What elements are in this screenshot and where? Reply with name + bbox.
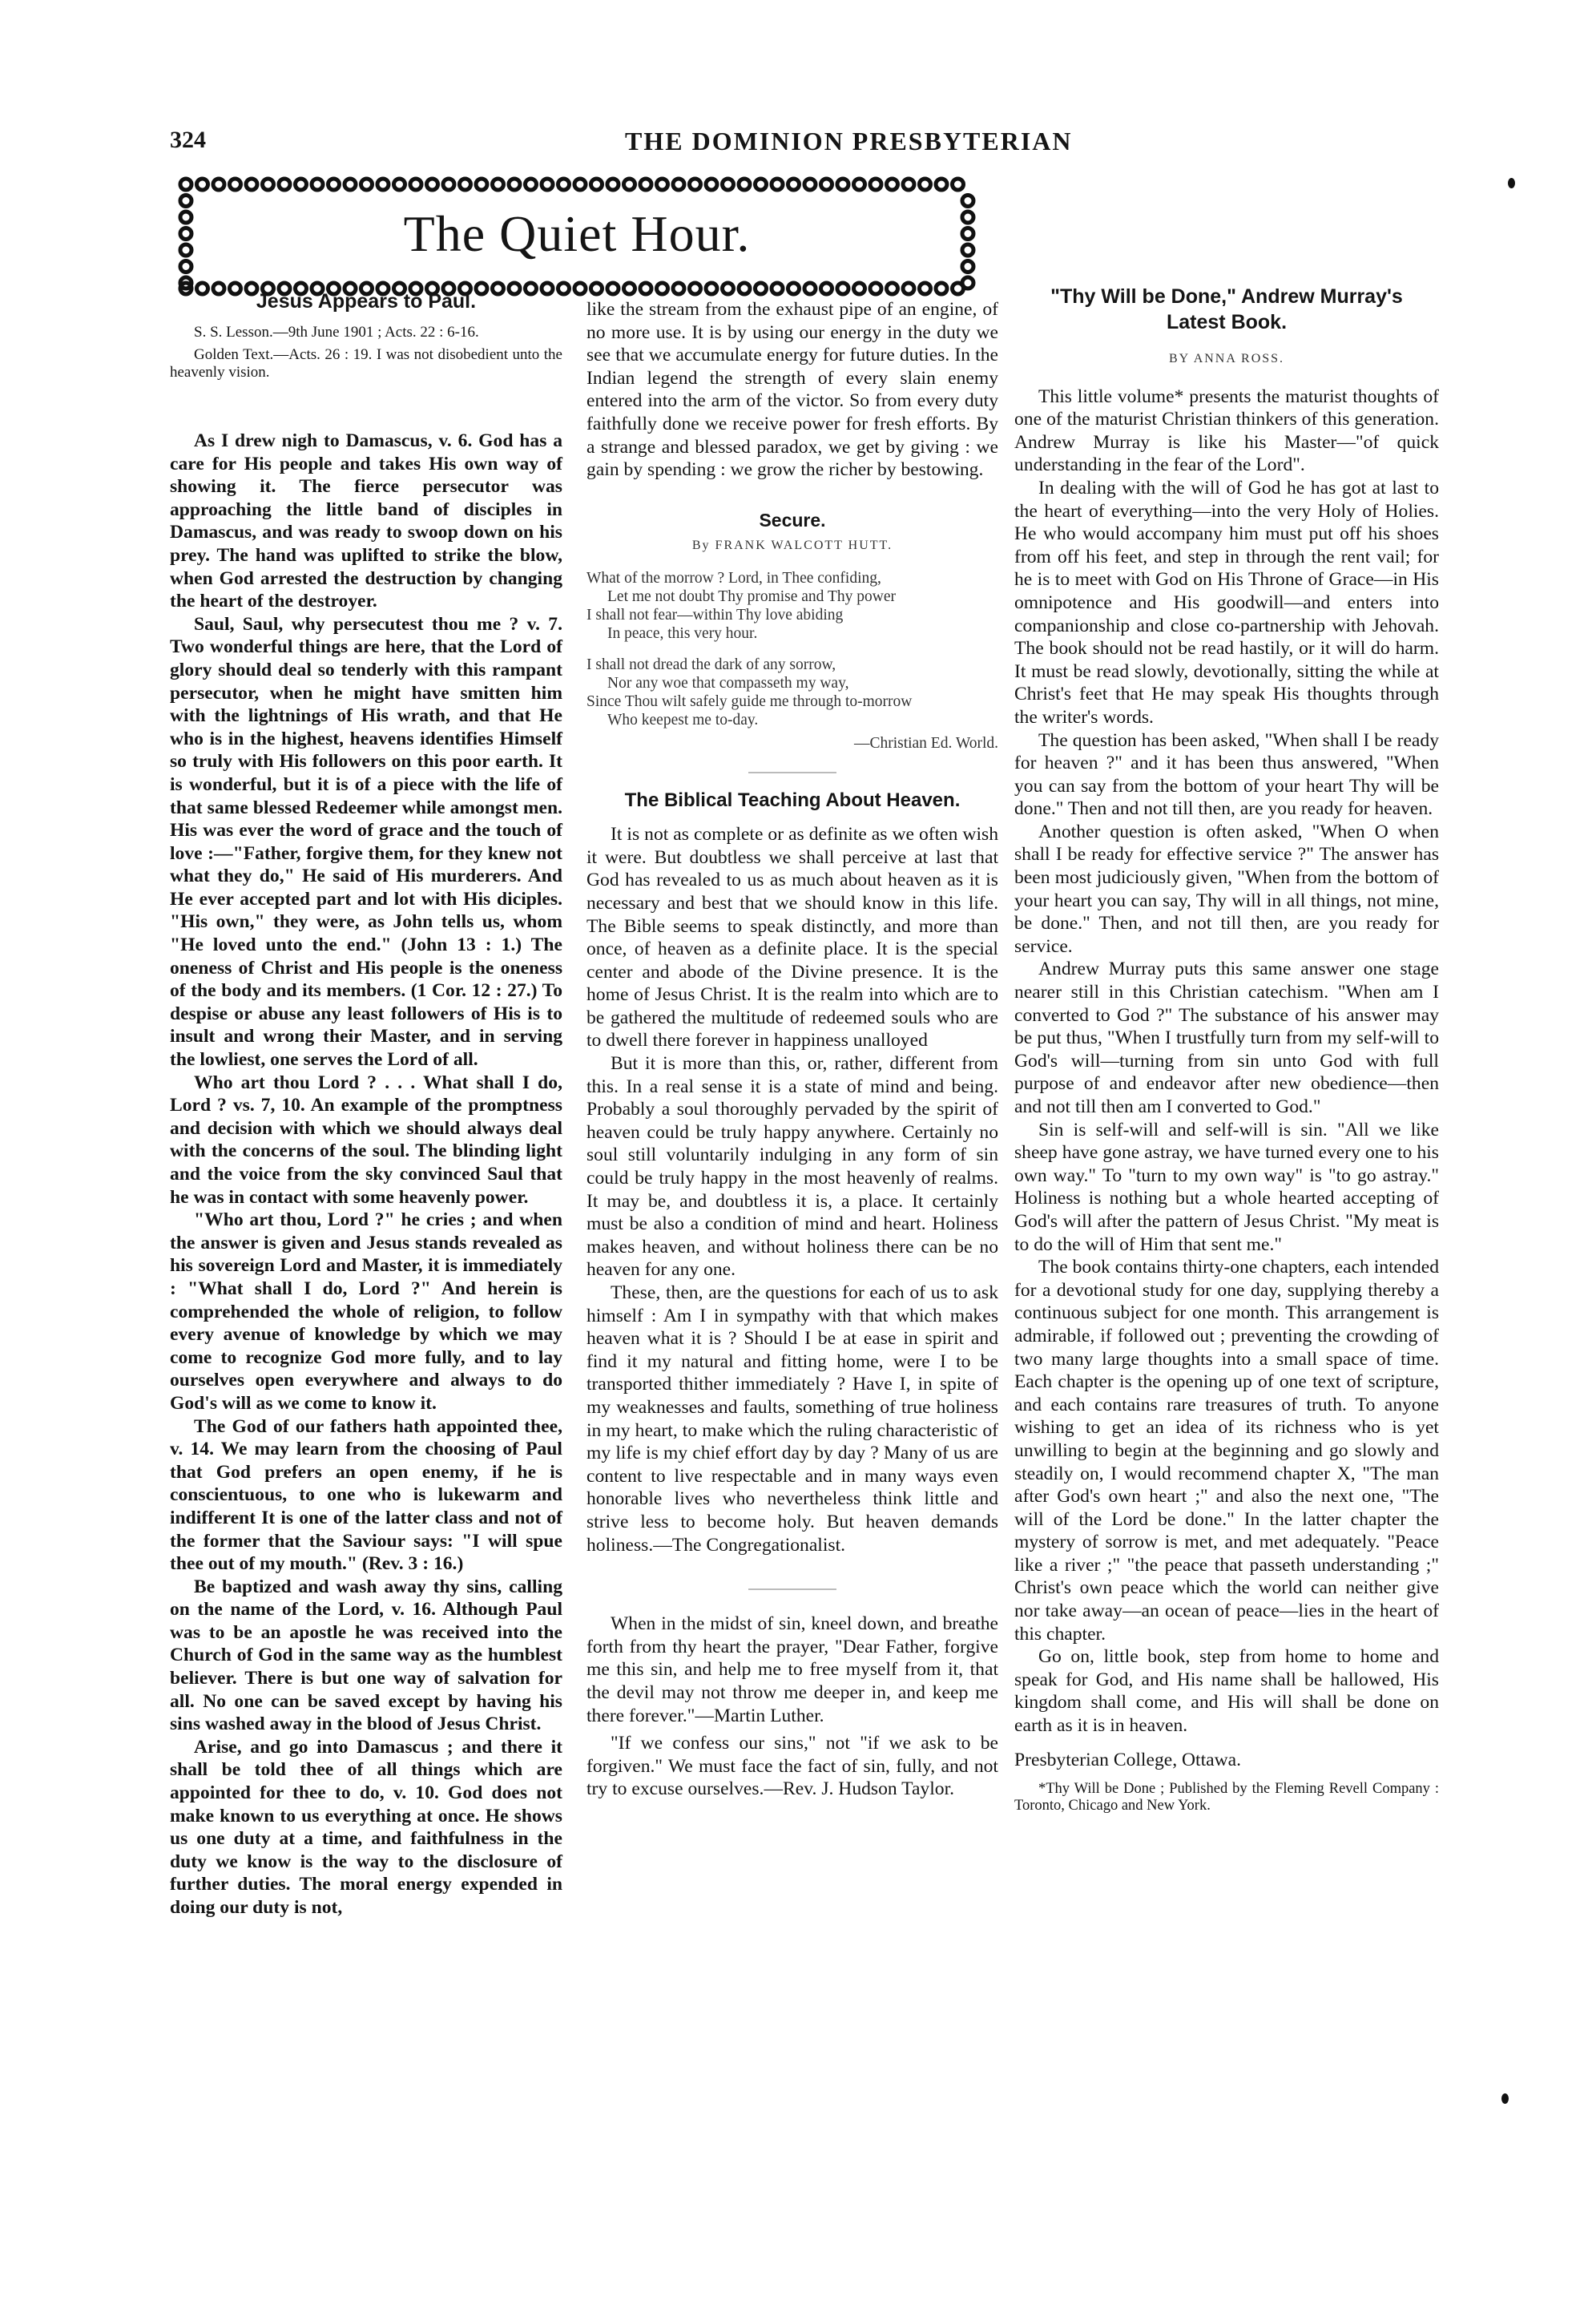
border-ornament: [739, 179, 750, 190]
border-ornament: [673, 179, 684, 190]
signoff: Presbyterian College, Ottawa.: [1014, 1749, 1242, 1770]
border-ornament: [673, 283, 684, 294]
poem-title: Secure.: [759, 509, 826, 531]
border-ornament: [870, 283, 881, 294]
border-ornament: [640, 283, 651, 294]
border-ornament: [821, 179, 832, 190]
border-ornament: [804, 283, 816, 294]
border-ornament: [657, 179, 668, 190]
poem-line: What of the morrow ? Lord, in Thee confiding,: [586, 569, 881, 587]
border-ornament: [312, 179, 323, 190]
quote-luther: When in the midst of sin, kneel down, and breathe forth from thy heart the prayer, "Dear Father, forgive me this sin, and help me to free myself from it, that the devil may not throw me deeper in, and keep me there forever."—Martin Luther.: [586, 1613, 998, 1726]
paragraph: Go on, little book, step from home to home and speak for God, and His name shall be hallowed, His kingdom shall come, and His will shall be done on earth as it is in heaven.: [1014, 1646, 1439, 1737]
paragraph: It is not as complete or as definite as we often wish it were. But doubtless we shall perceive at last that God has revealed to us as much about heaven as it is necessary and best that we should know in this life. The Bible seems to speak distinctly, and more than once, of heaven as a definite place. It is the special center and abode of the Divine presence. It is the home of Jesus Christ. It is the realm into which are to be gathered the multitude of redeemed souls who are to dwell there forever in happiness unalloyed: [586, 824, 998, 1052]
border-ornament: [246, 179, 257, 190]
border-ornament: [328, 179, 340, 190]
border-ornament: [591, 179, 603, 190]
border-ornament: [180, 179, 191, 190]
paragraph: This little volume* presents the maturist thoughts of one of the maturist Christian thinkers of this generation. Andrew Murray is like his Master—"of quick understanding in the fear of the Lord".: [1014, 385, 1439, 476]
border-ornament: [739, 283, 750, 294]
border-ornament: [607, 179, 619, 190]
border-ornament: [558, 179, 570, 190]
poem-source: —Christian Ed. World.: [853, 734, 998, 752]
margin-dot: [1501, 2093, 1509, 2104]
border-ornament: [657, 283, 668, 294]
border-ornament: [361, 179, 373, 190]
poem-line: In peace, this very hour.: [607, 624, 758, 642]
poem-byline: By FRANK WALCOTT HUTT.: [691, 539, 893, 553]
border-ornament: [493, 179, 504, 190]
border-ornament: [936, 179, 947, 190]
border-ornament: [509, 179, 520, 190]
border-ornament: [607, 283, 619, 294]
paragraph: The God of our fathers hath appointed thee, v. 14. We may learn from the choosing of Paul that God prefers an open enemy, if he is conscientuous, to one who is lukewarm and indifferent It is one of the latter class and not of the former that the Saviour says: "I will spue thee out of my mouth." (Rev. 3 : 16.): [170, 1415, 562, 1575]
section-title: The Quiet Hour.: [403, 205, 751, 262]
border-ornament: [723, 179, 734, 190]
border-ornament: [460, 179, 471, 190]
paragraph: Arise, and go into Damascus ; and there it shall be told thee of all things which are appointed for thee to do, v. 10. God does not make known to us everything at once. He shows us one duty at a time, and faithfulness in the duty we know is the way to the disclosure of further duties. The moral energy expended in doing our duty is not,: [170, 1736, 562, 1918]
article-heading: The Biblical Teaching About Heaven.: [624, 789, 961, 811]
border-ornament: [903, 179, 914, 190]
border-ornament: [854, 283, 865, 294]
border-ornament: [624, 283, 635, 294]
border-ornament: [920, 283, 931, 294]
running-title: THE DOMINION PRESBYTERIAN: [625, 127, 1073, 155]
col1-heading: Jesus Appears to Paul.: [256, 290, 477, 313]
border-ornament: [427, 179, 438, 190]
paragraph: Sin is self-will and self-will is sin. "All we like sheep have gone astray, we have turned every one to his own way." To "turn to my own way" is "to go astray." Holiness is nothing but a whole hearted accepting of God's will after the pattern of Jesus Christ. "My meat is to do the will of Him that sent me.": [1014, 1119, 1439, 1255]
border-ornament: [870, 179, 881, 190]
border-ornament: [788, 283, 800, 294]
poem-line: Who keepest me to-day.: [607, 711, 759, 729]
poem-line: Nor any woe that compasseth my way,: [607, 674, 849, 692]
paragraph: These, then, are the questions for each of us to ask himself : Am I in sympathy with that which makes heaven what it is ? Should I be at ease in spirit and find it my natural and fitting home, were I to be transported thither immediately ? Have I, in spite of my weaknesses and faults, something of true holiness in my heart, to make which the ruling characteristic of my life is my chief effort day by day ? Many of us are content to live respectable and in many ways even honorable lives who nevertheless think little and strive less to become holy. But heaven demands holiness.—The Congregationalist.: [586, 1282, 998, 1556]
divider: [748, 1588, 836, 1590]
border-ornament: [526, 179, 537, 190]
border-ornament: [953, 179, 964, 190]
divider: [748, 772, 836, 773]
paragraph: The book contains thirty-one chapters, each intended for a devotional study for one day, supplying thereby a continuous subject for one month. This arrangement is admirable, if followed out ; preventing the crowding of two many large thoughts into a small space of time. Each chapter is the opening up of one text of scripture, and each contains rare treasures of truth. To anyone wishing to get an idea of its richness who is yet unwilling to begin at the beginning and go slowly and steadily on, I would recommend chapter X, "The man after God's own heart ;" and also the next one, "The will of the Lord be done." In the latter chapter the mystery of sorrow is met, and met adequately. "Peace like a river ;" "the peace that passeth understanding ;" Christ's own peace which the world can neither give nor take away—an ocean of peace—lies in the heart of this chapter.: [1014, 1257, 1439, 1645]
border-ornament: [887, 179, 898, 190]
border-ornament: [887, 283, 898, 294]
border-ornament: [640, 179, 651, 190]
border-ornament: [723, 283, 734, 294]
margin-dot: [1508, 178, 1515, 188]
footnote: *Thy Will be Done ; Published by the Fleming Revell Company : Toronto, Chicago and New York.: [1014, 1781, 1439, 1814]
border-ornament: [279, 179, 290, 190]
border-ornament: [920, 179, 931, 190]
border-ornament: [591, 283, 603, 294]
border-ornament: [197, 179, 208, 190]
border-ornament: [624, 179, 635, 190]
quote-taylor: "If we confess our sins," not "if we ask to be forgiven." We must face the fact of sin, fully, and not try to excuse ourselves.—Rev. J. Hudson Taylor.: [586, 1733, 998, 1800]
border-ornament: [213, 179, 224, 190]
border-ornament: [772, 179, 783, 190]
poem-line: Let me not doubt Thy promise and Thy power: [607, 587, 896, 605]
golden-text: Golden Text.—Acts. 26 : 19. I was not disobedient unto the heavenly vision.: [170, 346, 562, 381]
border-ornament: [706, 179, 717, 190]
book-review-byline: BY ANNA ROSS.: [1168, 352, 1285, 365]
border-ornament: [804, 179, 816, 190]
continued-paragraph: like the stream from the exhaust pipe of an engine, of no more use. It is by using our energy in the duty we see that we accumulate energy for future duties. In the Indian legend the strength of every slain enemy entered into the arm of the victor. So from every duty faithfully done we receive power for fresh efforts. By a strange and blessed paradox, we get by giving : we gain by spending : we grow the richer by bestowing.: [586, 299, 998, 481]
poem-line: I shall not dread the dark of any sorrow,: [586, 656, 836, 673]
border-ornament: [296, 179, 307, 190]
border-ornament: [443, 179, 454, 190]
border-ornament: [788, 179, 800, 190]
border-ornament: [772, 283, 783, 294]
paragraph: As I drew nigh to Damascus, v. 6. God has a care for His people and takes His own way of showing it. The fierce persecutor was approaching the little band of disciples in Damascus, and was ready to swoop down on his prey. The hand was uplifted to strike the blow, when God arrested the destruction by changing the heart of the destroyer.: [170, 430, 562, 612]
border-ornament: [962, 277, 973, 289]
paragraph: Who art thou Lord ? . . . What shall I do, Lord ? vs. 7, 10. An example of the promptness and decision with which we should always deal with the concerns of the soul. The blinding light and the voice from the sky convinced Saul that he was in contact with some heavenly power.: [170, 1072, 562, 1208]
border-ornament: [410, 179, 421, 190]
paragraph: The question has been asked, "When shall I be ready for heaven ?" and it has been thus answered, "When you can say from the bottom of your heart Thy will be done." Then and not till then, are you ready for heaven.: [1014, 729, 1439, 820]
border-ornament: [574, 283, 586, 294]
border-ornament: [230, 179, 241, 190]
border-ornament: [394, 179, 405, 190]
poem-line: I shall not fear—within Thy love abiding: [586, 606, 844, 624]
page-number: 324: [170, 127, 206, 153]
poem-line: Since Thou wilt safely guide me through to-morrow: [586, 692, 913, 710]
paragraph: In dealing with the will of God he has got at last to the heart of everything—into the very Holy of Holies. He who would accompany him must put off his shoes from off his feet, and step in through the rent vail; for he is to meet with God on His Throne of Grace—in His omnipotence and His goodwill—and enters into companionship and close co-partnership with Jehovah. The book should not be read hastily, or it will do harm. It must be read slowly, devotionally, sitting the while at Christ's feet that He may speak His thoughts through the writer's words.: [1014, 477, 1439, 728]
border-ornament: [756, 283, 767, 294]
lesson-reference: S. S. Lesson.—9th June 1901 ; Acts. 22 : 6-16.: [194, 324, 479, 341]
border-ornament: [574, 179, 586, 190]
paragraph: Be baptized and wash away thy sins, calling on the name of the Lord, v. 16. Although Paul was to be an apostle he was received into the Church of God in the same way as the humblest believer. There is but one way of salvation for all. No one can be saved except by having his sins washed away in the blood of Jesus Christ.: [170, 1576, 562, 1735]
border-ornament: [542, 179, 553, 190]
border-ornament: [377, 179, 389, 190]
border-ornament: [903, 283, 914, 294]
border-ornament: [854, 179, 865, 190]
border-ornament: [263, 179, 274, 190]
book-review-heading: "Thy Will be Done," Andrew Murray's Latest Book.: [1050, 285, 1403, 333]
middle-column: [586, 298, 998, 1801]
border-ornament: [690, 283, 701, 294]
border-ornament: [706, 283, 717, 294]
border-ornament: [936, 283, 947, 294]
border-ornament: [821, 283, 832, 294]
border-ornament: [837, 179, 848, 190]
border-ornament: [690, 179, 701, 190]
border-ornament: [345, 179, 356, 190]
article-jesus-appears-to-paul: [170, 430, 562, 1919]
poem-body: [586, 569, 998, 729]
border-ornament: [837, 283, 848, 294]
right-column: [1014, 284, 1439, 1814]
paragraph: "Who art thou, Lord ?" he cries ; and when the answer is given and Jesus stands revealed as his sovereign Lord and Master, it is immediately : "What shall I do, Lord ?" And herein is comprehended the whole of religion, to follow every avenue of knowledge by which we may come to recognize God more fully, and to lay ourselves open everywhere and always to do God's will as we come to know it.: [170, 1209, 562, 1414]
border-ornament: [476, 179, 487, 190]
paragraph: But it is more than this, or, rather, different from this. In a real sense it is a state of mind and being. Probably a soul thoroughly pervaded by the spirit of heaven could be truly happy anywhere. Certainly no soul still voluntarily indulging in any form of sin could be truly happy in the most heavenly of realms. It may be, and doubtless it is, a place. It certainly must be also a condition of mind and heart. Holiness makes heaven, and without holiness there can be no heaven for any one.: [586, 1053, 998, 1281]
paragraph: Another question is often asked, "When O when shall I be ready for effective service ?" The answer has been most judiciously given, "When from the bottom of your heart you can say, Thy will in all things, not mine, be done." Then, and not till then, are you ready for service.: [1014, 821, 1439, 957]
paragraph: Saul, Saul, why persecutest thou me ? v. 7. Two wonderful things are here, that the Lord of glory should deal so tenderly with this rampant persecutor, when he might have smitten him with the lightnings of His wrath, and that He who is in the highest, heavens identifies Himself so truly with His followers on this poor earth. It is wonderful, but it is of a piece with the life of that same blessed Redeemer while amongst men. His was ever the word of grace and the touch of love :—"Father, forgive them, for they knew not what they do," He said of His murderers. And He ever accepted part and lot with His diciples. "His own," they were, as John tells us, whom "He loved unto the end." (John 13 : 1.) The oneness of Christ and His people is the oneness of the body and its members. (1 Cor. 12 : 27.) To despise or abuse any least followers of His is to insult and wrong their Master, and in serving the lowliest, one serves the Lord of all.: [170, 613, 562, 1071]
border-ornament: [756, 179, 767, 190]
paragraph: Andrew Murray puts this same answer one stage nearer still in this Christian catechism. "When am I converted to God ?" The substance of his answer may be put thus, "When I trustfully turn from my self-will to God's will—turning from sin unto God with full purpose of and endeavor after new obedience—then and not till then am I converted to God.": [1014, 959, 1439, 1117]
